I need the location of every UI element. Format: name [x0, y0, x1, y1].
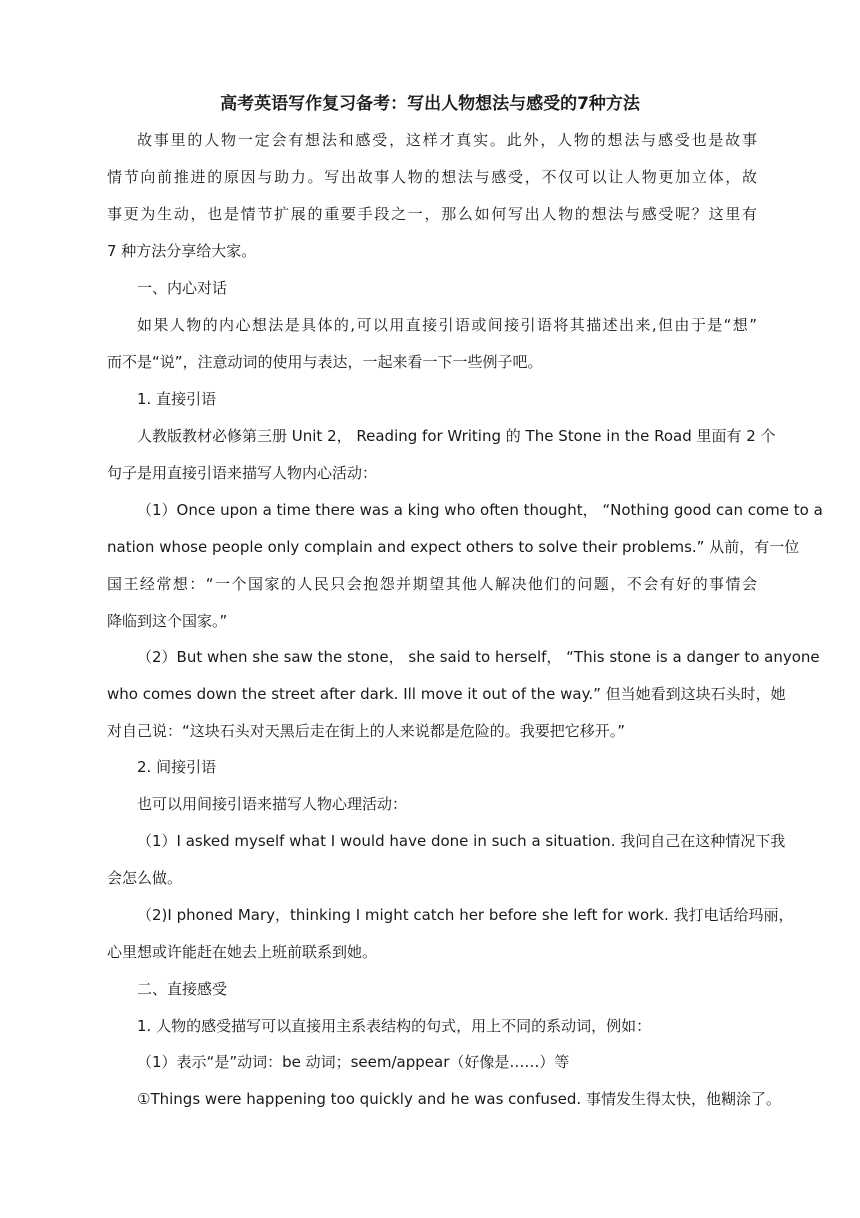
- paragraph-line: 1. 人物的感受描写可以直接用主系表结构的句式，用上不同的系动词，例如：: [137, 1017, 652, 1035]
- example-line: （2)I phoned Mary，thinking I might catch her before she left for work. 我打电话给玛丽，: [137, 906, 794, 924]
- example-line: who comes down the street after dark. Ill move it out of the way.” 但当她看到这块石头时，她: [107, 685, 786, 703]
- example-line: nation whose people only complain and expect others to solve their problems.” 从前，有一位: [107, 538, 800, 556]
- subsection-heading: 1. 直接引语: [137, 390, 217, 408]
- example-line: 国王经常想：“一个国家的人民只会抱怨并期望其他人解决他们的问题，不会有好的事情会: [107, 575, 757, 593]
- paragraph-line: 故事里的人物一定会有想法和感受，这样才真实。此外，人物的想法与感受也是故事: [137, 131, 757, 149]
- section-heading: 二、直接感受: [137, 980, 228, 998]
- example-line: （2）But when she saw the stone， she said to herself， “This stone is a danger to anyone: [137, 648, 820, 666]
- example-line: 对自己说：“这块石头对天黑后走在街上的人来说都是危险的。我要把它移开。”: [107, 722, 626, 740]
- document-title: 高考英语写作复习备考：写出人物想法与感受的7种方法: [220, 94, 640, 114]
- example-line: 会怎么做。: [107, 869, 183, 887]
- paragraph-line: 而不是“说”，注意动词的使用与表达，一起来看一下一些例子吧。: [107, 353, 543, 371]
- paragraph-line: 情节向前推进的原因与助力。写出故事人物的想法与感受，不仅可以让人物更加立体，故: [107, 168, 757, 186]
- paragraph-line: 也可以用间接引语来描写人物心理活动：: [137, 795, 408, 813]
- example-line: （1）I asked myself what I would have done in such a situation. 我问自己在这种情况下我: [137, 832, 786, 850]
- paragraph-line: 事更为生动，也是情节扩展的重要手段之一，那么如何写出人物的想法与感受呢？这里有: [107, 205, 757, 223]
- example-line: ①Things were happening too quickly and he was confused. 事情发生得太快，他糊涂了。: [137, 1090, 781, 1108]
- paragraph-line: 7 种方法分享给大家。: [107, 242, 257, 260]
- subsection-heading: 2. 间接引语: [137, 758, 217, 776]
- example-line: 降临到这个国家。”: [107, 612, 228, 630]
- paragraph-line: 如果人物的内心想法是具体的,可以用直接引语或间接引语将其描述出来,但由于是“想”: [137, 316, 757, 334]
- example-line: （1）Once upon a time there was a king who often thought， “Nothing good can come to a: [137, 501, 823, 519]
- paragraph-line: 句子是用直接引语来描写人物内心活动：: [107, 464, 378, 482]
- section-heading: 一、内心对话: [137, 279, 228, 297]
- paragraph-line: （1）表示“是”动词：be 动词；seem/appear（好像是……）等: [137, 1053, 570, 1071]
- example-line: 心里想或许能赶在她去上班前联系到她。: [107, 943, 378, 961]
- paragraph-line: 人教版教材必修第三册 Unit 2， Reading for Writing 的 The Stone in the Road 里面有 2 个: [137, 427, 776, 445]
